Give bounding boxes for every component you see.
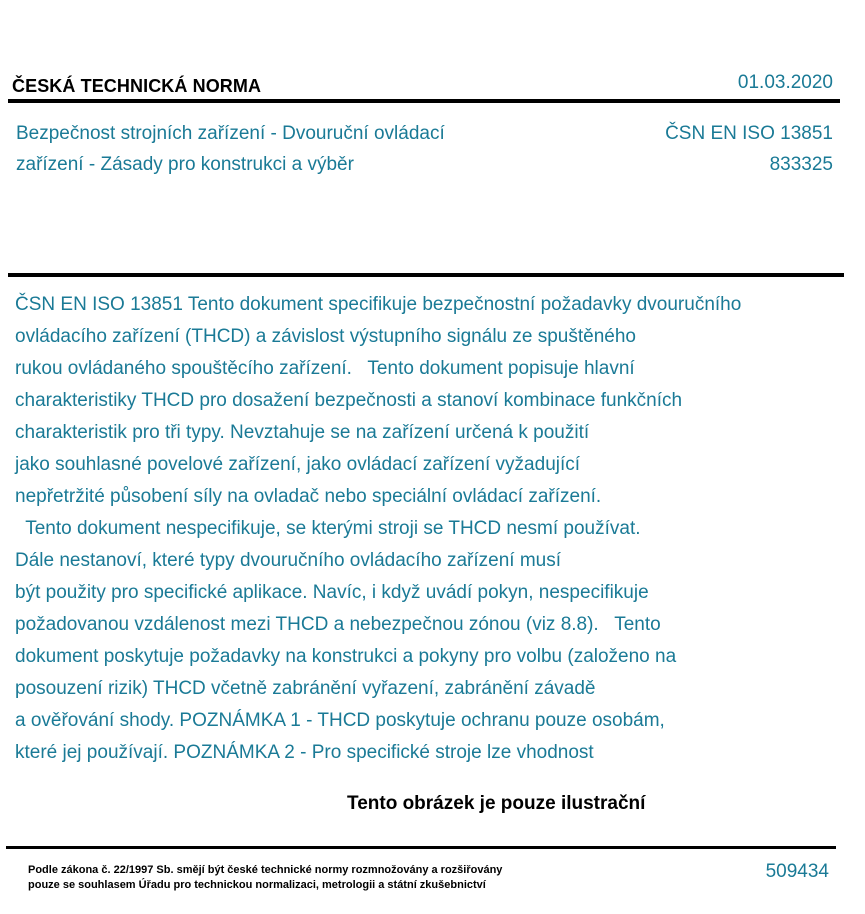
abstract-line: charakteristik pro tři typy. Nevztahuje se na zařízení určená k použití [15,422,590,443]
abstract-line: ČSN EN ISO 13851 Tento dokument specifikuje bezpečnostní požadavky dvouručního [15,294,742,315]
document-title-line: zařízení - Zásady pro konstrukci a výběr [16,154,354,175]
class-number: 833325 [769,154,833,175]
catalog-number: 509434 [765,861,829,882]
legal-notice [28,863,502,893]
abstract-line: charakteristiky THCD pro dosažení bezpečnosti a stanoví kombinace funkčních [15,390,683,411]
abstract-line: být použity pro specifické aplikace. Navíc, i když uvádí pokyn, nespecifikuje [15,582,649,603]
abstract-line: rukou ovládaného spouštěcího zařízení. Tento dokument popisuje hlavní [15,358,635,379]
legal-notice-line: Podle zákona č. 22/1997 Sb. smějí být české technické normy rozmnožovány a rozšiřovány [28,864,503,876]
illustration-disclaimer: Tento obrázek je pouze ilustrační [347,793,646,814]
abstract-text [15,289,847,769]
standard-code: ČSN EN ISO 13851 [665,123,833,144]
abstract-line: jako souhlasné povelové zařízení, jako ovládací zařízení vyžadující [15,454,581,475]
section-divider [8,273,844,277]
publication-date: 01.03.2020 [737,72,833,93]
abstract-line: Tento dokument nespecifikuje, se kterými stroji se THCD nesmí používat. [15,518,641,539]
abstract-line: dokument poskytuje požadavky na konstrukci a pokyny pro volbu (založeno na [15,646,677,667]
document-codes [665,118,833,180]
abstract-line: které jej používají. POZNÁMKA 2 - Pro specifické stroje lze vhodnost [15,742,594,763]
abstract-line: a ověřování shody. POZNÁMKA 1 - THCD poskytuje ochranu pouze osobám, [15,710,665,731]
legal-notice-line: pouze se souhlasem Úřadu pro technickou normalizaci, metrologii a státní zkušebnictví [28,879,486,891]
standard-type-heading: ČESKÁ TECHNICKÁ NORMA [12,76,262,96]
abstract-line: posouzení rizik) THCD včetně zabránění vyřazení, zabránění závadě [15,678,596,699]
abstract-line: Dále nestanoví, které typy dvouručního ovládacího zařízení musí [15,550,562,571]
abstract-line: ovládacího zařízení (THCD) a závislost výstupního signálu ze spuštěného [15,326,636,347]
abstract-line: požadovanou vzdálenost mezi THCD a nebezpečnou zónou (viz 8.8). Tento [15,614,661,635]
document-title [16,118,576,180]
header-divider [8,99,840,103]
footer-divider [6,846,836,849]
document-title-line: Bezpečnost strojních zařízení - Dvouruční ovládací [16,123,445,144]
abstract-line: nepřetržité působení síly na ovladač nebo speciální ovládací zařízení. [15,486,602,507]
